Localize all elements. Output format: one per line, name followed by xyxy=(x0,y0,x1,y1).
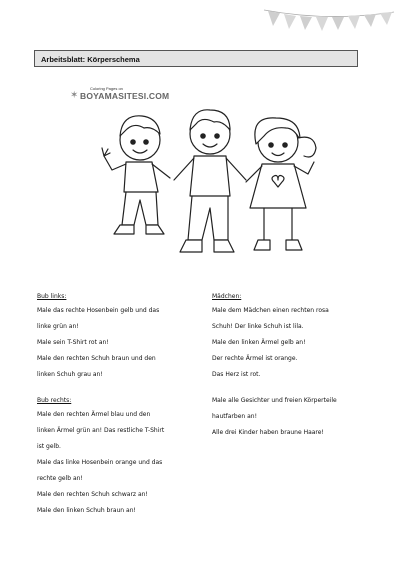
instruction-line: rechte gelb an! xyxy=(37,475,83,482)
instruction-line: Male sein T-Shirt rot an! xyxy=(37,339,109,346)
instruction-line: Male den rechten Ärmel blau und den xyxy=(37,411,151,418)
instruction-line: Der rechte Ärmel ist orange. xyxy=(212,355,298,362)
boy-right-heading: Bub rechts: xyxy=(37,397,72,404)
girl-heading: Mädchen: xyxy=(212,293,242,300)
bunting-flags-icon xyxy=(262,6,396,36)
instruction-line: Male alle Gesichter und freien Körperteile xyxy=(212,397,337,404)
instruction-line: linken Schuh grau an! xyxy=(37,371,103,378)
instruction-line: Male den linken Schuh braun an! xyxy=(37,507,136,514)
right-instructions xyxy=(212,292,372,444)
boy-left-heading: Bub links: xyxy=(37,293,67,300)
worksheet-title: Arbeitsblatt: Körperschema xyxy=(34,50,358,67)
middle-boy-figure xyxy=(174,110,246,252)
logo-name: BOYAMASITESI.COM xyxy=(80,91,170,101)
instruction-line: Das Herz ist rot. xyxy=(212,371,261,378)
instruction-line: linke grün an! xyxy=(37,323,79,330)
instruction-line: Male den rechten Schuh braun und den xyxy=(37,355,156,362)
left-instructions xyxy=(37,292,197,522)
instruction-line: Male den linken Ärmel gelb an! xyxy=(212,339,306,346)
girl-figure xyxy=(246,118,316,250)
instruction-line: Male dem Mädchen einen rechten rosa xyxy=(212,307,329,314)
logo-star-icon: ✶ xyxy=(70,90,79,101)
instruction-line: Schuh! Der linke Schuh ist lila. xyxy=(212,323,304,330)
instruction-line: ist gelb. xyxy=(37,443,61,450)
left-boy-figure xyxy=(102,116,170,234)
instruction-line: linken Ärmel grün an! Das restliche T-Shirt xyxy=(37,427,165,434)
instruction-line: Alle drei Kinder haben braune Haare! xyxy=(212,429,324,436)
instruction-line: hautfarben an! xyxy=(212,413,257,420)
instruction-line: Male das rechte Hosenbein gelb und das xyxy=(37,307,160,314)
instruction-line: Male den rechten Schuh schwarz an! xyxy=(37,491,148,498)
children-illustration xyxy=(100,100,325,265)
logo-subtitle: Coloring Pages on xyxy=(90,86,123,91)
instruction-line: Male das linke Hosenbein orange und das xyxy=(37,459,163,466)
